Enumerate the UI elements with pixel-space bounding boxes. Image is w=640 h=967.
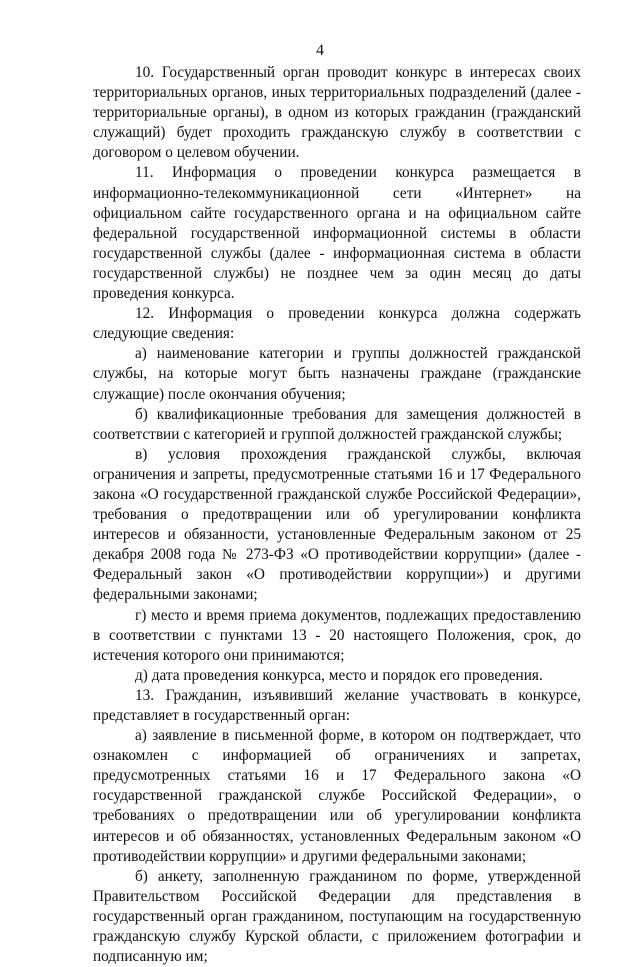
paragraph-12-a: а) наименование категории и группы должностей гражданской службы, на которые могут быть назначены граждане (гражданские служащие) после окончания обучения; (93, 345, 581, 403)
paragraph-12-g: г) место и время приема документов, подлежащих предоставлению в соответствии с пунктами 13 - 20 настоящего Положения, срок, до истечения которого они принимаются; (93, 606, 581, 664)
paragraph-13-a: а) заявление в письменной форме, в котором он подтверждает, что ознакомлен с информацией об ограничениях и запретах, предусмотренных статьями 16 и 17 Федерального закона «О государственной гражданской службе Российской Федерации», о требованиях о предотвращении или об урегулировании конфликта интересов и об обязанностях, установленных Федеральным законом «О противодействии коррупции» и другими федеральными законами; (93, 727, 581, 865)
paragraph-11: 11. Информация о проведении конкурса размещается в информационно-телекоммуникационной сети «Интернет» на официальном сайте государственного органа и на официальном сайте федеральной государственной информационной системы в области государственной службы (далее - информационная система в области государственной службы) не позднее чем за один месяц до даты проведения конкурса. (93, 164, 581, 303)
paragraph-10: 10. Государственный орган проводит конкурс в интересах своих территориальных органов, иных территориальных подразделений (далее - территориальные органы), в одном из которых гражданин (гражданский служащий) будет проходить гражданскую службу в соответствии с договором о целевом обучении. (93, 64, 581, 162)
paragraph-12-d: д) дата проведения конкурса, место и порядок его проведения. (135, 666, 543, 684)
document-body (93, 63, 581, 967)
paragraph-13-b: б) анкету, заполненную гражданином по форме, утвержденной Правительством Российской Федерации для представления в государственный орган гражданином, поступающим на государственную гражданскую службу Курской области, с приложением фотографии и подписанную им; (93, 867, 581, 966)
paragraph-12: 12. Информация о проведении конкурса должна содержать следующие сведения: (93, 305, 581, 343)
paragraph-12-b: б) квалификационные требования для замещения должностей в соответствии с категорией и группой должностей гражданской службы; (93, 405, 581, 443)
paragraph-13: 13. Гражданин, изъявивший желание участвовать в конкурсе, представляет в государственный орган: (93, 686, 581, 724)
paragraph-12-v: в) условия прохождения гражданской службы, включая ограничения и запреты, предусмотренные статьями 16 и 17 Федерального закона «О государственной гражданской службе Российской Федерации», требования о предотвращении или об урегулировании конфликта интересов и обязанности, установленные Федеральным законом от 25 декабря 2008 года № 273-ФЗ «О противодействии коррупции» (далее - Федеральный закон «О противодействии коррупции») и другими федеральными законами; (93, 445, 581, 604)
page-number: 4 (316, 42, 324, 59)
